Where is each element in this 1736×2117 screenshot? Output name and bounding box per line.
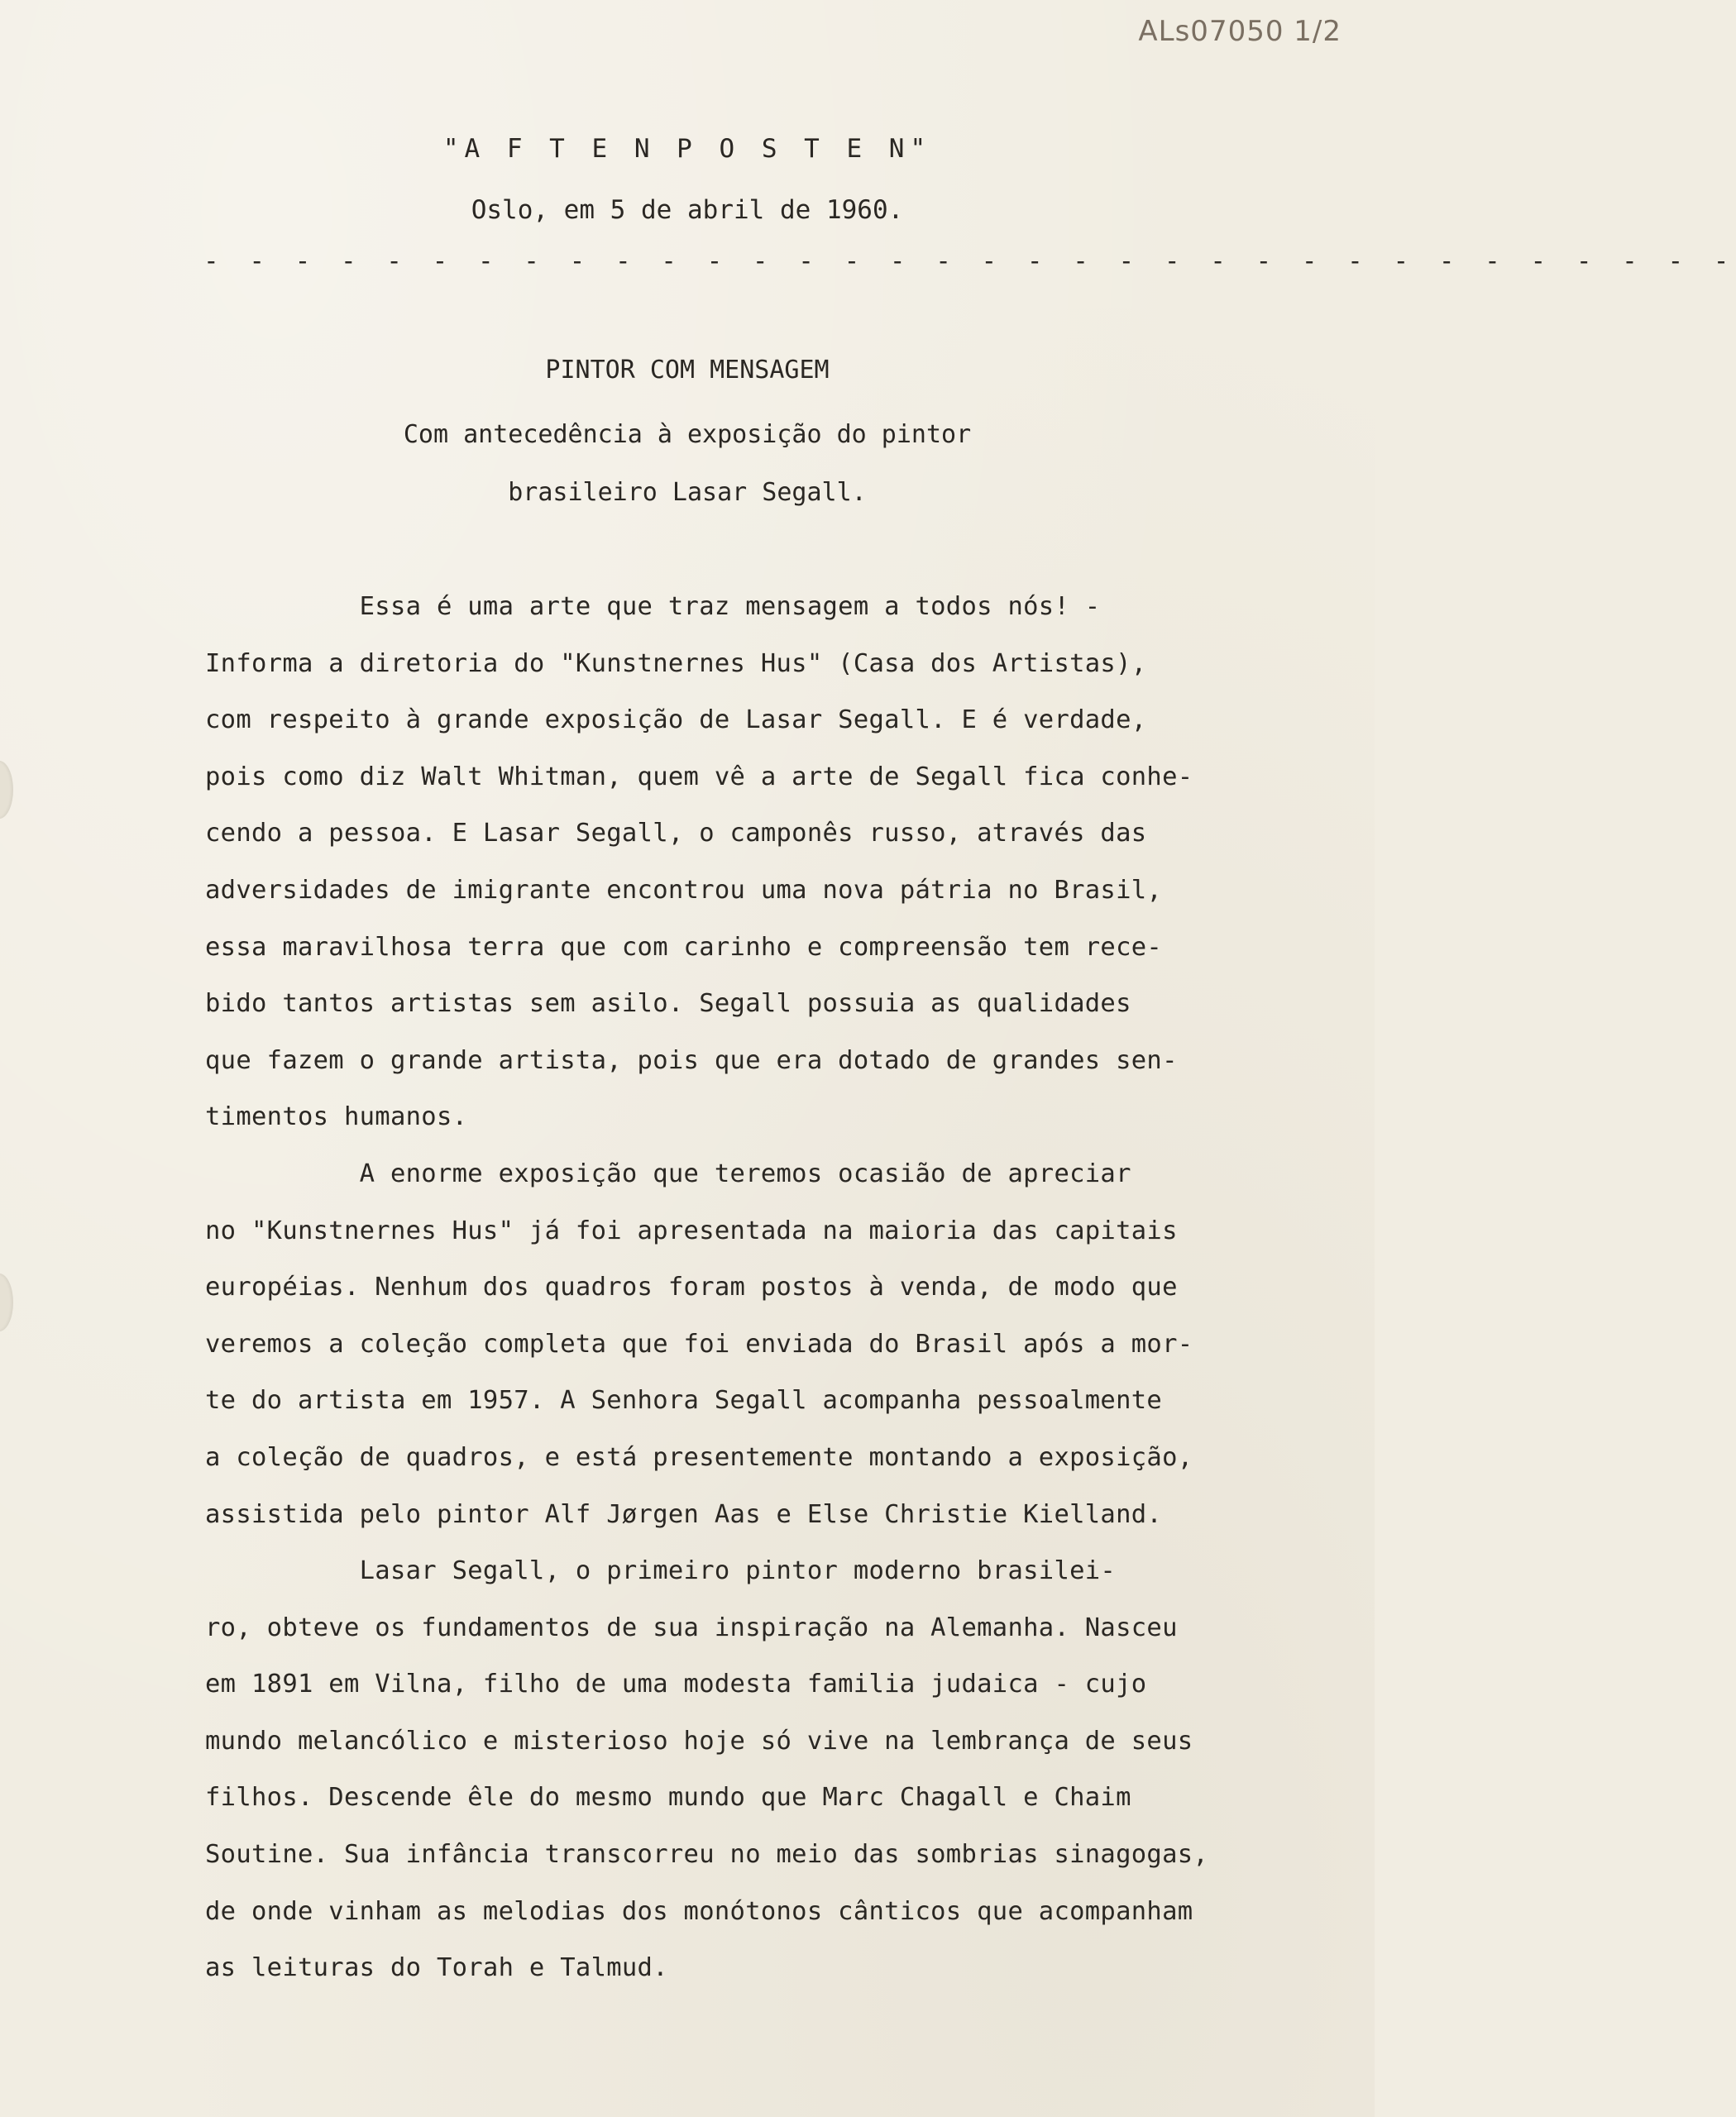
body-line: Lasar Segall, o primeiro pintor moderno brasilei-: [205, 1556, 1117, 1586]
body-line: filhos. Descende êle do mesmo mundo que Marc Chagall e Chaim: [205, 1783, 1131, 1813]
body-line: cendo a pessoa. E Lasar Segall, o camponês russo, através das: [205, 819, 1147, 848]
body-line: que fazem o grande artista, pois que era dotado de grandes sen-: [205, 1045, 1178, 1075]
body-line: bido tantos artistas sem asilo. Segall possuia as qualidades: [205, 989, 1131, 1019]
separator-line: - - - - - - - - - - - - - - - - - - - - - - - - - - - - - - - - - -: [203, 246, 1736, 276]
archive-code: ALs07050 1/2: [1138, 15, 1341, 48]
article-subtitle-line-2: brasileiro Lasar Segall.: [508, 478, 867, 507]
body-line: timentos humanos.: [205, 1102, 468, 1132]
body-line: de onde vinham as melodias dos monótonos cânticos que acompanham: [205, 1896, 1193, 1926]
body-line: européias. Nenhum dos quadros foram postos à venda, de modo que: [205, 1273, 1178, 1302]
body-line: as leituras do Torah e Talmud.: [205, 1953, 668, 1983]
body-line: Soutine. Sua infância transcorreu no meio das sombrias sinagogas,: [205, 1840, 1209, 1870]
dateline: Oslo, em 5 de abril de 1960.: [471, 195, 904, 225]
body-line: te do artista em 1957. A Senhora Segall acompanha pessoalmente: [205, 1386, 1163, 1416]
body-line: em 1891 em Vilna, filho de uma modesta familia judaica - cujo: [205, 1670, 1147, 1699]
body-line: Informa a diretoria do "Kunstnernes Hus" (Casa dos Artistas),: [205, 648, 1147, 678]
body-line: Essa é uma arte que traz mensagem a todos nós! -: [205, 592, 1101, 621]
body-line: veremos a coleção completa que foi enviada do Brasil após a mor-: [205, 1329, 1193, 1359]
body-line: ro, obteve os fundamentos de sua inspiração na Alemanha. Nasceu: [205, 1613, 1178, 1642]
body-line: no "Kunstnernes Hus" já foi apresentada na maioria das capitais: [205, 1216, 1178, 1245]
body-line: essa maravilhosa terra que com carinho e compreensão tem rece-: [205, 932, 1163, 962]
body-line: a coleção de quadros, e está presentemente montando a exposição,: [205, 1442, 1193, 1472]
newspaper-name: "A F T E N P O S T E N": [442, 134, 932, 164]
body-line: com respeito à grande exposição de Lasar Segall. E é verdade,: [205, 705, 1147, 735]
article-title: PINTOR COM MENSAGEM: [545, 356, 830, 385]
article-subtitle-line-1: Com antecedência à exposição do pintor: [403, 420, 972, 449]
body-line: mundo melancólico e misterioso hoje só vive na lembrança de seus: [205, 1726, 1193, 1756]
body-line: assistida pelo pintor Alf Jørgen Aas e Else Christie Kielland.: [205, 1499, 1163, 1529]
body-line: pois como diz Walt Whitman, quem vê a arte de Segall fica conhe-: [205, 762, 1193, 791]
article-body: [205, 579, 1322, 1997]
body-line: A enorme exposição que teremos ocasião de apreciar: [205, 1159, 1131, 1188]
body-line: adversidades de imigrante encontrou uma nova pátria no Brasil,: [205, 875, 1163, 905]
